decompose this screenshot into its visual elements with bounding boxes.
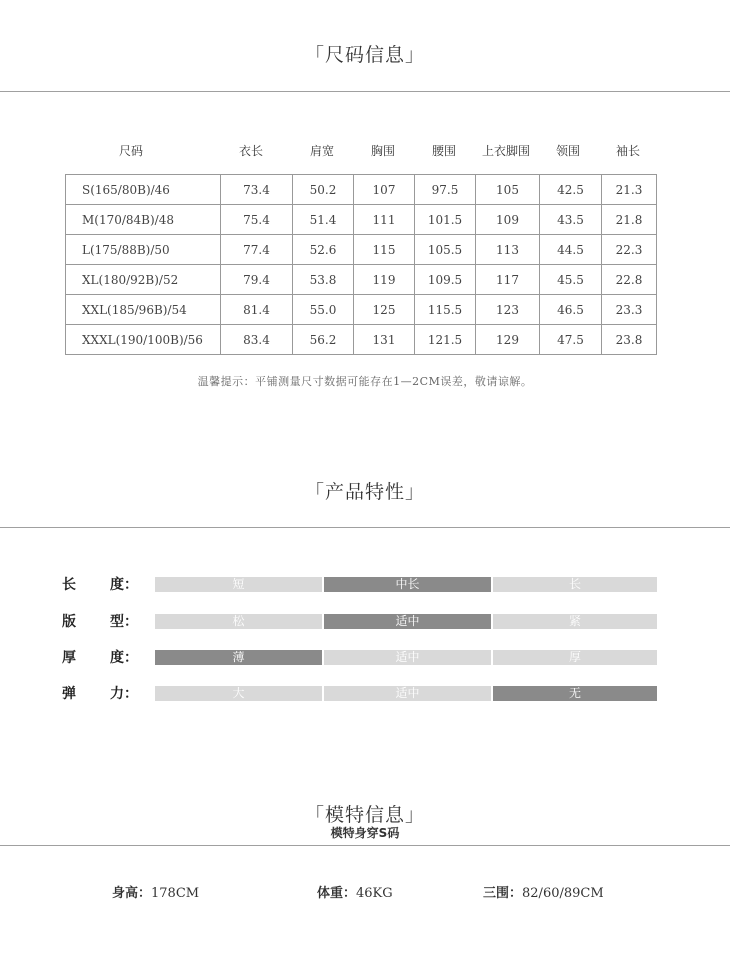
attribute-option: 松 [155, 614, 322, 629]
attribute-option: 短 [155, 577, 322, 592]
measurement-cell: 73.4 [221, 175, 293, 205]
attribute-label-first: 长 [62, 577, 76, 593]
measurement-cell: 97.5 [415, 175, 476, 205]
header-length: 衣长 [239, 144, 264, 158]
measurement-cell: 105.5 [415, 235, 476, 265]
measurement-cell: 83.4 [221, 325, 293, 355]
measurement-cell: 21.3 [602, 175, 657, 205]
model-measurements-value: 82/60/89CM [522, 886, 604, 901]
header-size: 尺码 [119, 144, 144, 158]
measurement-cell: 117 [476, 265, 540, 295]
size-cell: XXXL(190/100B)/56 [66, 325, 221, 355]
measurement-cell: 107 [354, 175, 415, 205]
measurement-cell: 131 [354, 325, 415, 355]
measurement-cell: 115 [354, 235, 415, 265]
measurement-cell: 21.8 [602, 205, 657, 235]
size-cell: XL(180/92B)/52 [66, 265, 221, 295]
table-row [66, 265, 657, 295]
attribute-option: 大 [155, 686, 322, 701]
model-height-label: 身高： [112, 886, 152, 901]
attribute-label-second: 力： [110, 686, 138, 702]
attribute-label-second: 型： [110, 614, 138, 630]
measurement-cell: 109.5 [415, 265, 476, 295]
measurement-cell: 47.5 [540, 325, 602, 355]
size-cell: XXL(185/96B)/54 [66, 295, 221, 325]
size-cell: S(165/80B)/46 [66, 175, 221, 205]
header-waist: 腰围 [432, 144, 457, 158]
model-weight-value: 46KG [356, 886, 393, 901]
attribute-label-second: 度： [110, 577, 138, 593]
table-row [66, 235, 657, 265]
size-table [65, 174, 657, 355]
model-section-title: 「模特信息」 [304, 804, 425, 826]
measurement-cell: 46.5 [540, 295, 602, 325]
model-subtitle: 模特身穿S码 [330, 826, 400, 840]
measurement-cell: 113 [476, 235, 540, 265]
measurement-cell: 53.8 [293, 265, 354, 295]
header-hem: 上衣脚围 [482, 144, 531, 158]
attribute-label-first: 弹 [62, 686, 76, 702]
attribute-option-selected: 适中 [324, 614, 491, 629]
attribute-label-first: 厚 [62, 650, 76, 666]
measurement-cell: 51.4 [293, 205, 354, 235]
measurement-cell: 23.8 [602, 325, 657, 355]
model-section-divider [0, 845, 730, 846]
measurement-cell: 101.5 [415, 205, 476, 235]
measurement-cell: 75.4 [221, 205, 293, 235]
measurement-cell: 50.2 [293, 175, 354, 205]
attribute-option-selected: 薄 [155, 650, 322, 665]
table-row [66, 175, 657, 205]
header-shoulder: 肩宽 [310, 144, 335, 158]
measurement-cell: 105 [476, 175, 540, 205]
size-section-title: 「尺码信息」 [304, 44, 425, 66]
measurement-cell: 45.5 [540, 265, 602, 295]
measurement-note: 温馨提示：平铺测量尺寸数据可能存在1—2CM误差，敬请谅解。 [197, 375, 533, 388]
measurement-cell: 121.5 [415, 325, 476, 355]
measurement-cell: 129 [476, 325, 540, 355]
measurement-cell: 55.0 [293, 295, 354, 325]
measurement-cell: 125 [354, 295, 415, 325]
attribute-option: 厚 [493, 650, 657, 665]
table-row [66, 205, 657, 235]
size-section-divider [0, 91, 730, 92]
measurement-cell: 44.5 [540, 235, 602, 265]
table-row [66, 325, 657, 355]
measurement-cell: 22.3 [602, 235, 657, 265]
measurement-cell: 109 [476, 205, 540, 235]
header-sleeve: 袖长 [616, 144, 641, 158]
attribute-label-second: 度： [110, 650, 138, 666]
measurement-cell: 81.4 [221, 295, 293, 325]
feature-section-title: 「产品特性」 [304, 481, 425, 503]
model-height-value: 178CM [151, 886, 200, 901]
model-measurements [483, 882, 604, 901]
measurement-cell: 123 [476, 295, 540, 325]
model-measurements-label: 三围： [483, 886, 523, 901]
measurement-cell: 111 [354, 205, 415, 235]
measurement-cell: 52.6 [293, 235, 354, 265]
table-row [66, 295, 657, 325]
measurement-cell: 77.4 [221, 235, 293, 265]
header-chest: 胸围 [371, 144, 396, 158]
attribute-option-selected: 无 [493, 686, 657, 701]
attribute-label-first: 版 [62, 614, 76, 630]
header-collar: 领围 [556, 144, 581, 158]
measurement-cell: 23.3 [602, 295, 657, 325]
attribute-option: 紧 [493, 614, 657, 629]
measurement-cell: 43.5 [540, 205, 602, 235]
attribute-option: 适中 [324, 650, 491, 665]
measurement-cell: 79.4 [221, 265, 293, 295]
attribute-option: 长 [493, 577, 657, 592]
model-weight [317, 882, 393, 901]
measurement-cell: 56.2 [293, 325, 354, 355]
attribute-option-selected: 中长 [324, 577, 491, 592]
model-weight-label: 体重： [317, 886, 357, 901]
measurement-cell: 119 [354, 265, 415, 295]
measurement-cell: 42.5 [540, 175, 602, 205]
size-cell: L(175/88B)/50 [66, 235, 221, 265]
measurement-cell: 115.5 [415, 295, 476, 325]
model-height [112, 882, 199, 901]
measurement-cell: 22.8 [602, 265, 657, 295]
attribute-option: 适中 [324, 686, 491, 701]
size-cell: M(170/84B)/48 [66, 205, 221, 235]
feature-section-divider [0, 527, 730, 528]
